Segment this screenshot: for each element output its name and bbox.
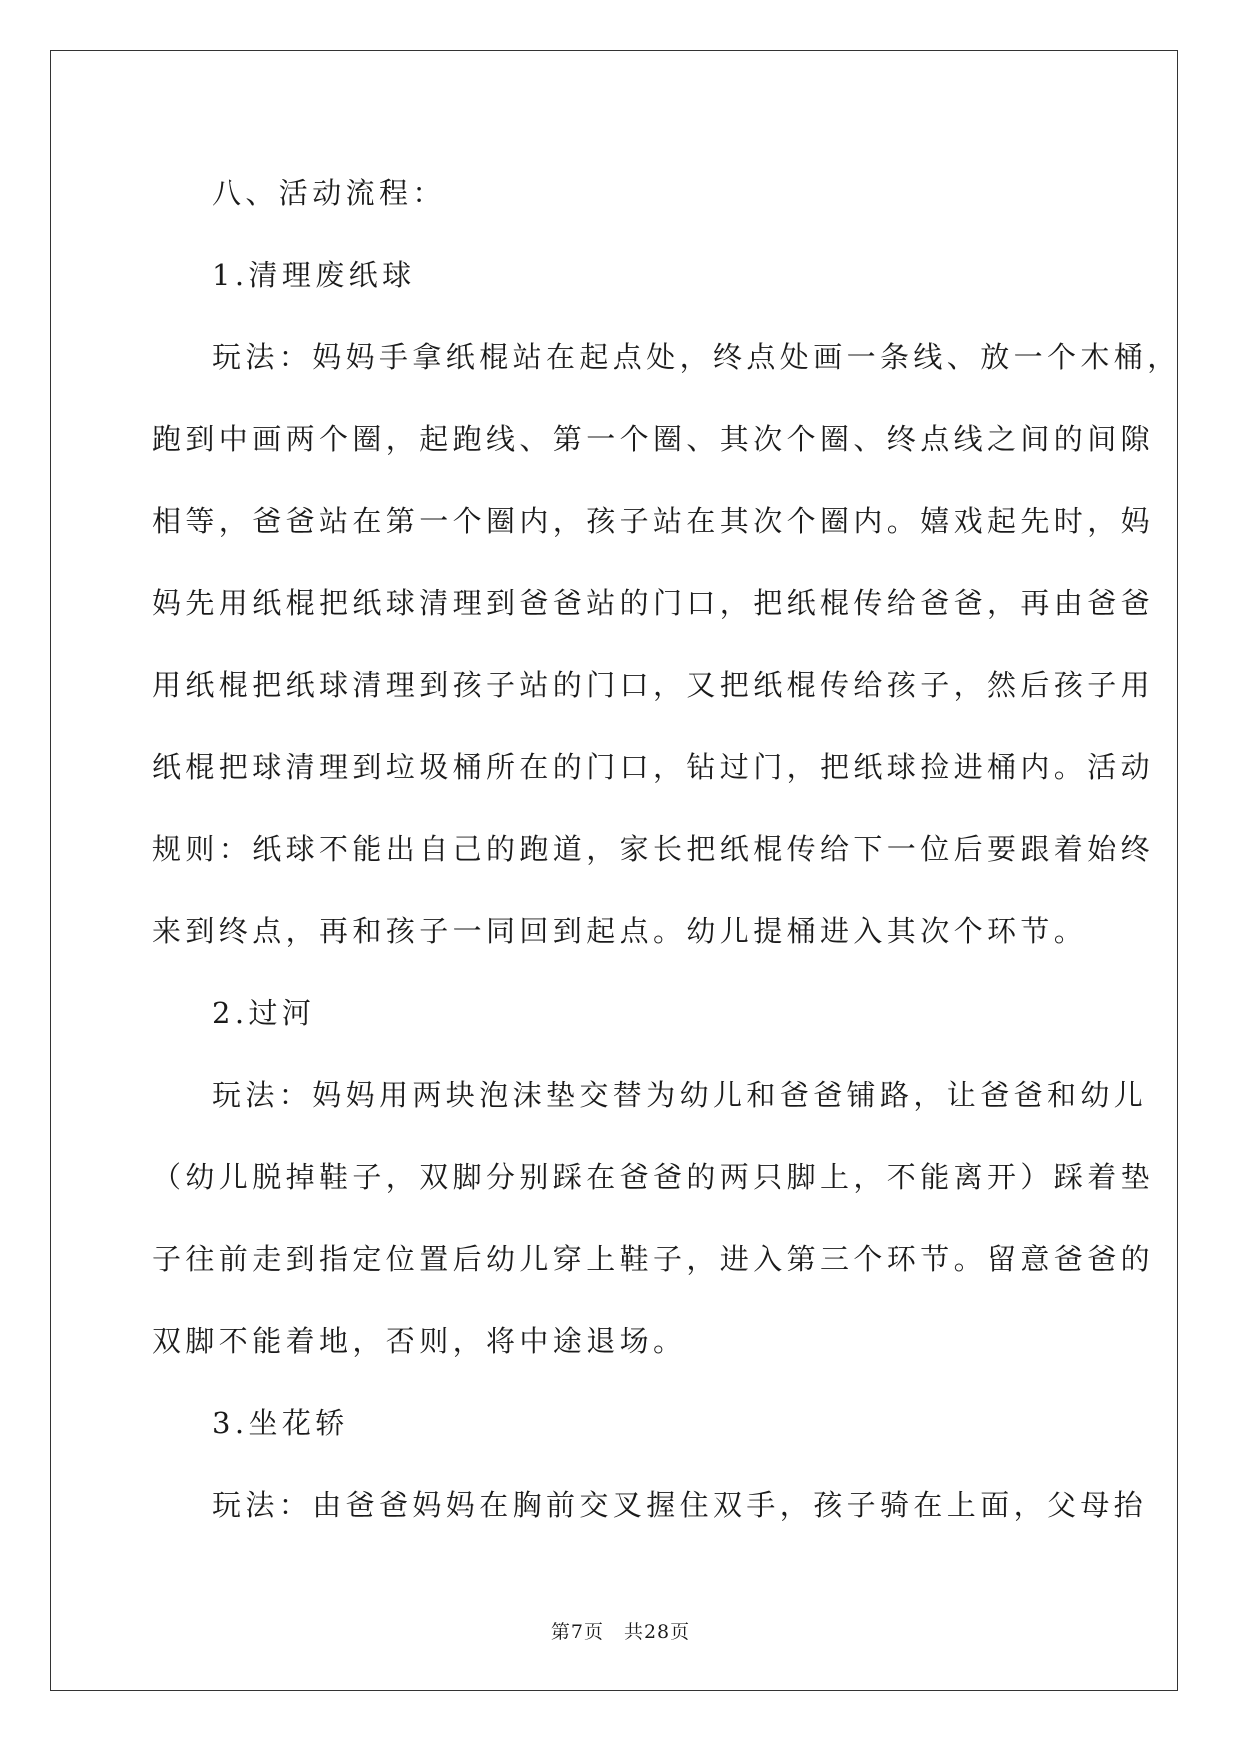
paragraph-line: 妈先用纸棍把纸球清理到爸爸站的门口，把纸棍传给爸爸，再由爸爸 <box>152 586 1155 620</box>
paragraph-line: 子往前走到指定位置后幼儿穿上鞋子，进入第三个环节。留意爸爸的 <box>152 1242 1155 1276</box>
subsection-heading: 2.过河 <box>212 996 316 1030</box>
paragraph-line: 玩法：妈妈用两块泡沫垫交替为幼儿和爸爸铺路，让爸爸和幼儿 <box>212 1078 1148 1112</box>
paragraph-line: 来到终点，再和孩子一同回到起点。幼儿提桶进入其次个环节。 <box>152 914 1088 948</box>
paragraph-line: 双脚不能着地，否则，将中途退场。 <box>152 1324 687 1358</box>
paragraph-line: 玩法：由爸爸妈妈在胸前交叉握住双手，孩子骑在上面，父母抬 <box>212 1488 1148 1522</box>
document-body <box>152 158 1181 1552</box>
paragraph-line: 规则：纸球不能出自己的跑道，家长把纸棍传给下一位后要跟着始终 <box>152 832 1155 866</box>
paragraph-line: 跑到中画两个圈，起跑线、第一个圈、其次个圈、终点线之间的间隙 <box>152 422 1155 456</box>
section-heading: 八、活动流程： <box>212 176 446 210</box>
paragraph-line: 用纸棍把纸球清理到孩子站的门口，又把纸棍传给孩子，然后孩子用 <box>152 668 1155 702</box>
subsection-heading: 3.坐花轿 <box>212 1406 349 1440</box>
paragraph-line: 纸棍把球清理到垃圾桶所在的门口，钻过门，把纸球捡进桶内。活动 <box>152 750 1155 784</box>
page-number-footer: 第7页 共28页 <box>550 1621 691 1643</box>
paragraph-line: 相等，爸爸站在第一个圈内，孩子站在其次个圈内。嬉戏起先时，妈 <box>152 504 1155 538</box>
paragraph-line: 玩法：妈妈手拿纸棍站在起点处，终点处画一条线、放一个木桶， <box>212 340 1181 374</box>
subsection-heading: 1.清理废纸球 <box>212 258 416 292</box>
paragraph-line: （幼儿脱掉鞋子，双脚分别踩在爸爸的两只脚上，不能离开）踩着垫 <box>152 1160 1155 1194</box>
